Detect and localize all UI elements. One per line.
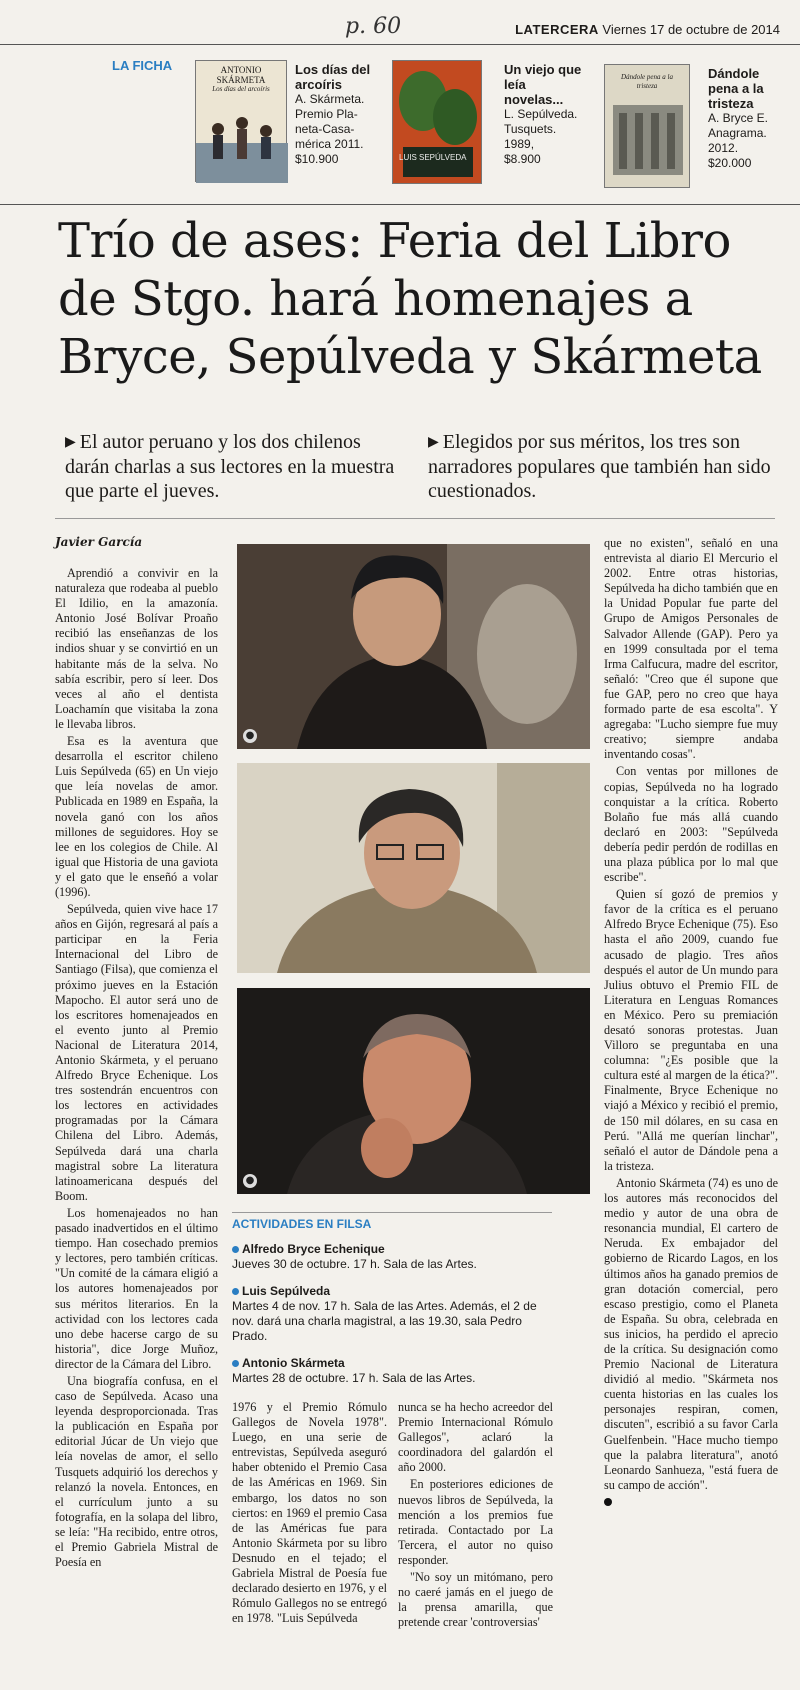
book-price: $10.900 bbox=[295, 152, 339, 166]
paragraph: Con ventas por millones de copias, Sepúlveda no ha logrado conquistar a la crítica. Roberto Bolaño fue más allá cuando declaró en 2003: "Sepúlveda debería pedir perdón de rodillas en una plaza pública por lo mal que escribe". bbox=[604, 764, 778, 885]
masthead bbox=[515, 22, 780, 37]
photo-antonio-skarmeta bbox=[237, 988, 590, 1194]
article-column-2 bbox=[232, 1400, 387, 1628]
activities-box bbox=[232, 1212, 552, 1398]
activity-item bbox=[232, 1284, 552, 1344]
book-line: 2012. bbox=[708, 141, 739, 155]
book-line: Anagrama. bbox=[708, 126, 767, 140]
book-line: Premio Pla- bbox=[295, 107, 358, 121]
cover-illustration bbox=[393, 61, 482, 184]
activity-item bbox=[232, 1242, 552, 1272]
activities-title: ACTIVIDADES EN FILSA bbox=[232, 1212, 552, 1232]
handwritten-page-note: p. 60 bbox=[345, 14, 402, 39]
camera-icon: ● bbox=[243, 1174, 257, 1188]
deck-text: El autor peruano y los dos chilenos darán charlas a sus lectores en la muestra que parte el jueves. bbox=[65, 431, 395, 502]
paragraph: "No soy un mitómano, pero no caeré jamás en el juego de la prensa amarilla, que pretende crear 'controversias' bbox=[398, 1570, 553, 1630]
book-title: Un viejo que leía novelas... bbox=[504, 62, 582, 107]
cover-title: Los días del arcoíris bbox=[212, 85, 270, 93]
paragraph: En posteriores ediciones de nuevos libros de Sepúlveda, la mención a los premios fue retirada. Contactado por La Tercera, el autor no quiso responder. bbox=[398, 1477, 553, 1567]
activity-item bbox=[232, 1356, 552, 1386]
cover-title: LUIS SEPÚLVEDA bbox=[399, 153, 467, 162]
paragraph: Sepúlveda, quien vive hace 17 años en Gijón, regresará al país a participar en la Feria Internacional del Libro de Santiago (Filsa), que comienza el próximo jueves en la Estación Mapocho. El autor será uno de los escritores homenajeados en el evento junto al Premio Nacional de Literatura 2014, Antonio Skármeta, y el peruano Alfredo Bryce Echenique. Los tres sostendrán encuentros con los lectores en actividades programadas por la Cámara Chilena del Libro. Además, Sepúlveda dará una charla magistral sobre La literatura latinoamericana después del Boom. bbox=[55, 902, 218, 1203]
bullet-icon bbox=[232, 1288, 239, 1295]
section-rule bbox=[0, 204, 800, 205]
book-line: mérica 2011. bbox=[295, 137, 364, 151]
issue-date: Viernes 17 de octubre de 2014 bbox=[602, 22, 780, 37]
paragraph: nunca se ha hecho acreedor del Premio Internacional Rómulo Gallegos", aclaró la coordinadora del galardón el año 2000. bbox=[398, 1400, 553, 1475]
article-column-1 bbox=[55, 566, 218, 1572]
book-cover-skarmeta bbox=[195, 60, 287, 182]
arrow-right-icon: ▶ bbox=[428, 435, 439, 450]
arrow-right-icon: ▶ bbox=[65, 435, 76, 450]
cover-illustration bbox=[196, 93, 288, 183]
book-line: L. Sepúlveda. bbox=[504, 107, 578, 121]
body-rule bbox=[55, 518, 775, 519]
book-line: Tusquets. bbox=[504, 122, 557, 136]
end-of-article-icon bbox=[604, 1498, 612, 1506]
paragraph: 1976 y el Premio Rómulo Gallegos de Novela 1978". Luego, en una serie de entrevistas, Sepúlveda aseguró haber obtenido el Premio Casa de las Américas en 1969. Sin embargo, los datos no son ciertos: en 1969 el premio Casa de las Américas fue para Antonio Skármeta por su libro Desnudo en el tejado; el Gabriela Mistral de Poesía fue declarado desierto en 1976, y el Rómulo Gallegos no se entregó en 1978. "Luis Sepúlveda bbox=[232, 1400, 387, 1626]
paragraph: Aprendió a convivir en la naturaleza que rodeaba al pueblo El Idilio, en la amazonía. Antonio José Bolívar Proaño recibió las enseñanzas de los indios shuar y se convirtió en un habitante más de la selva. No sabía escribir, pero sí leer. Dos veces al año el dentista Loachamín que visitaba la zona le llevaba libros. bbox=[55, 566, 218, 731]
bullet-icon bbox=[232, 1246, 239, 1253]
book-line: 1989, bbox=[504, 137, 535, 151]
top-rule bbox=[0, 44, 800, 45]
book-line: neta-Casa- bbox=[295, 122, 355, 136]
paragraph: Esa es la aventura que desarrolla el escritor chileno Luis Sepúlveda (65) en Un viejo que leía novelas de amor. Publicada en 1989 en España, la novela ganó con los años millones de seguidores. Hoy se lee en los colegios de Chile. Al igual que Historia de una gaviota y el gato que le enseñó a volar (1996). bbox=[55, 734, 218, 899]
cover-author: ANTONIO SKÁRMETA bbox=[216, 65, 266, 85]
book-info-bryce bbox=[708, 66, 786, 171]
book-cover-sepulveda bbox=[392, 60, 482, 184]
book-title: Los días del arcoíris bbox=[295, 62, 371, 92]
portrait-illustration bbox=[237, 988, 590, 1194]
book-line: A. Bryce E. bbox=[708, 111, 769, 125]
book-info-sepulveda bbox=[504, 62, 586, 167]
byline: Javier García bbox=[55, 535, 143, 549]
activity-name: Antonio Skármeta bbox=[242, 1356, 345, 1370]
portrait-illustration bbox=[237, 763, 590, 973]
book-line: A. Skármeta. bbox=[295, 92, 365, 106]
article-headline: Trío de ases: Feria del Libro de Stgo. hará homenajes a Bryce, Sepúlveda y Skármeta bbox=[58, 213, 762, 385]
deck-text: Elegidos por sus méritos, los tres son narradores populares que también han sido cuestionados. bbox=[428, 431, 771, 502]
article-column-4 bbox=[604, 536, 778, 1510]
bullet-icon bbox=[232, 1360, 239, 1367]
camera-icon: ● bbox=[243, 729, 257, 743]
activity-detail: Martes 28 de octubre. 17 h. Sala de las Artes. bbox=[232, 1371, 476, 1385]
book-info-skarmeta bbox=[295, 62, 377, 167]
article-column-3 bbox=[398, 1400, 553, 1632]
ficha-label: LA FICHA bbox=[112, 58, 173, 73]
paragraph: Antonio Skármeta (74) es uno de los autores más reconocidos del medio y autor de una obra de resonancia mundial, El cartero de Neruda. Ex embajador del gobierno de Ricardo Lagos, en los últimos años ha ganado premios de gran dotación comercial, pero escaso prestigio, como el Planeta de España. Su obra, celebrada en sus inicios, ha perdido el aprecio de la crítica. Su designación como Premio Nacional de Literatura dividió al medio. "Skármeta nos cuenta historias en las cuales los personajes respiran, comen, discuten", escribió a su favor Carla Guelfenbein. "Hace mucho tiempo que la palabra literatura", anotó Leonardo Sanhueza, "está fuera de su campo de acción". bbox=[604, 1175, 778, 1492]
book-title: Dándole pena a la tristeza bbox=[708, 66, 764, 111]
book-price: $8.900 bbox=[504, 152, 541, 166]
activity-name: Alfredo Bryce Echenique bbox=[242, 1242, 385, 1256]
cover-illustration bbox=[605, 95, 690, 185]
paragraph: que no existen", señaló en una entrevista al diario El Mercurio el 2002. Entre otras historias, Sepúlveda ha dicho también que en la Unidad Popular fue parte del Grupo de Amigos Personales de Salvador Allende (GAP). Pero ya en 1999 consultada por el tema Irma Calfucura, madre del escritor, señaló: "Creo que él supone que fue GAP, pero no creo que haya formado parte de esa escolta". Y agregaba: "Lucho siempre fue muy creativo; siempre andaba inventando cosas". bbox=[604, 536, 778, 762]
deck-left bbox=[65, 430, 410, 503]
paragraph: Una biografía confusa, en el caso de Sepúlveda. Acaso una leyenda desproporcionada. Tras la publicación en España por editorial Júcar de Un viejo que leía novelas de amor, el sello Tusquets adquirió los derechos y relanzó la novela. Entonces, en el currículum junto a su fotografía, en la solapa del libro, se leía: "Ha recibido, entre otros, el Premio Gabriela Mistral de Poesía en bbox=[55, 1373, 218, 1570]
activity-detail: Martes 4 de nov. 17 h. Sala de las Artes. Además, el 2 de nov. dará una charla magistral, a las 19.30, sala Pedro Prado. bbox=[232, 1299, 537, 1343]
book-price: $20.000 bbox=[708, 156, 752, 170]
photo-luis-sepulveda bbox=[237, 763, 590, 973]
newspaper-brand: LATERCERA bbox=[515, 22, 599, 37]
book-cover-bryce bbox=[604, 64, 690, 188]
activity-name: Luis Sepúlveda bbox=[242, 1284, 331, 1298]
deck-right bbox=[428, 430, 778, 503]
photo-bryce-echenique bbox=[237, 544, 590, 749]
activity-detail: Jueves 30 de octubre. 17 h. Sala de las Artes. bbox=[232, 1257, 477, 1271]
paragraph: Quien sí gozó de premios y favor de la crítica es el peruano Alfredo Bryce Echenique (75). Eso hasta el año 2009, cuando fue acusado de plagio. Tres años después el autor de Un mundo para Julius obtuvo el Premio FIL de Literatura en Lenguas Romances en México. Pero su premiación desató sonoras protestas. Juan Villoro se preguntaba en una columna: "¿Es posible que la cultura esté al margen de la ética?". Finalmente, Bryce Echenique no viajó a México y recibió el premio, de 150 mil dólares, en su casa en Perú. "Allá me querían linchar", señaló el autor de Dándole pena a la tristeza. bbox=[604, 887, 778, 1173]
cover-title: Dándole pena a la tristeza bbox=[621, 73, 673, 90]
portrait-illustration bbox=[237, 544, 590, 749]
paragraph: Los homenajeados no han pasado inadvertidos en el último tiempo. Han cosechado premios y lectores, pero también críticas. "Un comité de la cámara eligió a los autores homenajeados por sus méritos literarios. En la actividad con los lectores cada uno debe hacerse cargo de su historia", dice Jorge Muñoz, director de la Cámara del Libro. bbox=[55, 1205, 218, 1371]
